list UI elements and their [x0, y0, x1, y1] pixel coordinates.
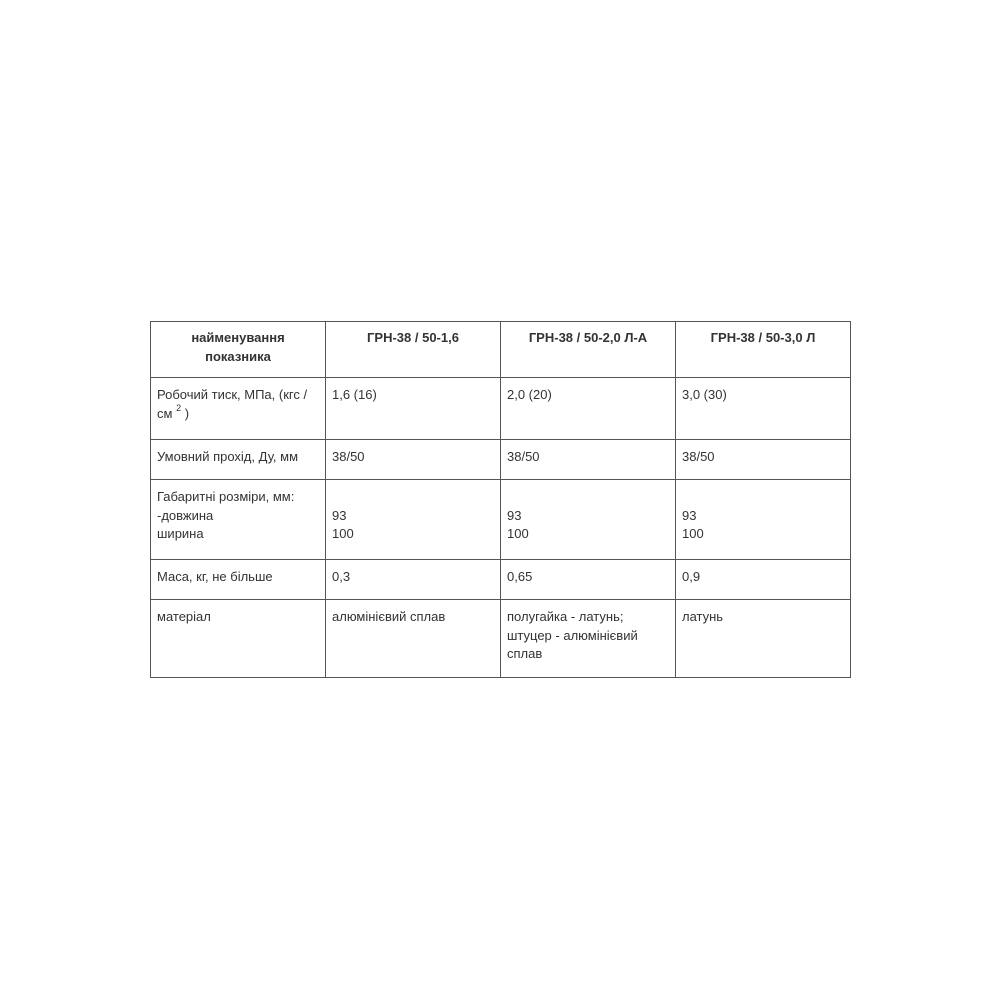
length-value: 93 [332, 507, 347, 523]
working-pressure-model-2: 2,0 (20) [501, 378, 676, 440]
header-row [151, 322, 851, 378]
specification-table [150, 321, 851, 678]
material-model-2: полугайка - латунь; штуцер - алюмінієвий сплав [501, 600, 676, 678]
working-pressure-model-1: 1,6 (16) [326, 378, 501, 440]
length-value: 93 [507, 507, 522, 523]
material-label: матеріал [151, 600, 326, 678]
table-row-mass [151, 560, 851, 600]
nominal-bore-model-3: 38/50 [676, 440, 851, 480]
dimensions-label: Габаритні розміри, мм: -довжина ширина [151, 480, 326, 560]
table-row-working-pressure [151, 378, 851, 440]
dimensions-model-1 [326, 480, 501, 560]
width-value: 100 [682, 526, 704, 541]
width-value: 100 [507, 526, 529, 541]
header-model-3: ГРН-38 / 50-3,0 Л [676, 322, 851, 378]
mass-model-3: 0,9 [676, 560, 851, 600]
nominal-bore-label: Умовний прохід, Ду, мм [151, 440, 326, 480]
dimensions-model-3 [676, 480, 851, 560]
table-row-material [151, 600, 851, 678]
nominal-bore-model-2: 38/50 [501, 440, 676, 480]
dimensions-model-2 [501, 480, 676, 560]
length-value: 93 [682, 507, 697, 523]
width-value: 100 [332, 526, 354, 541]
header-parameter-name: найменування показника [151, 322, 326, 378]
table-row-nominal-bore [151, 440, 851, 480]
mass-model-1: 0,3 [326, 560, 501, 600]
working-pressure-label: Робочий тиск, МПа, (кгс / см $^2$ ) [151, 378, 326, 440]
mass-model-2: 0,65 [501, 560, 676, 600]
table-row-dimensions [151, 480, 851, 560]
mass-label: Маса, кг, не більше [151, 560, 326, 600]
header-model-1: ГРН-38 / 50-1,6 [326, 322, 501, 378]
header-model-2: ГРН-38 / 50-2,0 Л-А [501, 322, 676, 378]
working-pressure-model-3: 3,0 (30) [676, 378, 851, 440]
nominal-bore-model-1: 38/50 [326, 440, 501, 480]
material-model-3: латунь [676, 600, 851, 678]
material-model-1: алюмінієвий сплав [326, 600, 501, 678]
